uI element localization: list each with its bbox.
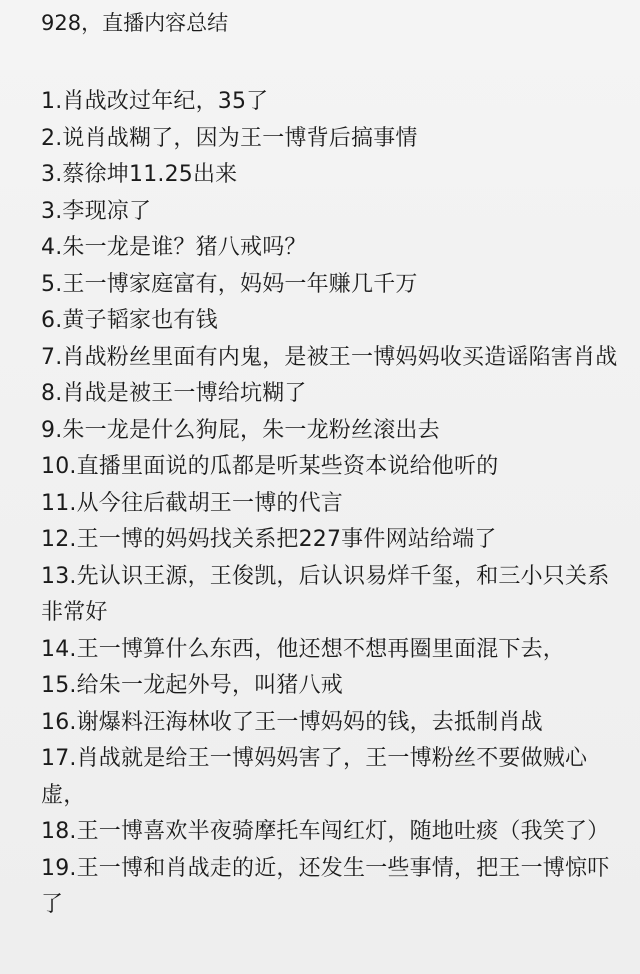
list-item: 5.王一博家庭富有，妈妈一年赚几千万 (41, 271, 418, 297)
list-item: 11.从今往后截胡王一博的代言 (41, 490, 343, 516)
list-item: 13.先认识王源，王俊凯，后认识易烊千玺，和三小只关系非常好 (41, 563, 610, 625)
blank-line (41, 40, 628, 84)
list-item: 14.王一博算什么东西，他还想不想再圈里面混下去， (41, 636, 565, 662)
list-item: 7.肖战粉丝里面有内鬼，是被王一博妈妈收买造谣陷害肖战 (41, 344, 618, 370)
list-item: 2.说肖战糊了，因为王一博背后搞事情 (41, 125, 418, 151)
list-item: 1.肖战改过年纪，35了 (41, 89, 269, 114)
list-item: 4.朱一龙是谁？猪八戒吗？ (41, 235, 307, 260)
list-item: 9.朱一龙是什么狗屁，朱一龙粉丝滚出去 (41, 417, 440, 443)
list-item: 8.肖战是被王一博给坑糊了 (41, 381, 307, 406)
list-item: 16.谢爆料汪海林收了王一博妈妈的钱，去抵制肖战 (41, 709, 543, 735)
list-item: 10.直播里面说的瓜都是听某些资本说给他听的 (41, 454, 499, 479)
list-item: 3.蔡徐坤11.25出来 (41, 162, 238, 187)
list-item: 17.肖战就是给王一博妈妈害了，王一博粉丝不要做贼心虚， (41, 746, 588, 808)
list-item: 15.给朱一龙起外号，叫猪八戒 (41, 673, 343, 698)
list-item: 12.王一博的妈妈找关系把227事件网站给端了 (41, 527, 497, 552)
list-item: 18.王一博喜欢半夜骑摩托车闯红灯，随地吐痰（我笑了） (41, 819, 610, 844)
list-item: 3.李现凉了 (41, 198, 152, 224)
list-item: 19.王一博和肖战走的近，还发生一些事情，把王一博惊吓了 (41, 855, 610, 917)
list-item: 6.黄子韬家也有钱 (41, 308, 218, 333)
note-title: 928，直播内容总结 (41, 11, 229, 35)
note-list (41, 84, 628, 924)
